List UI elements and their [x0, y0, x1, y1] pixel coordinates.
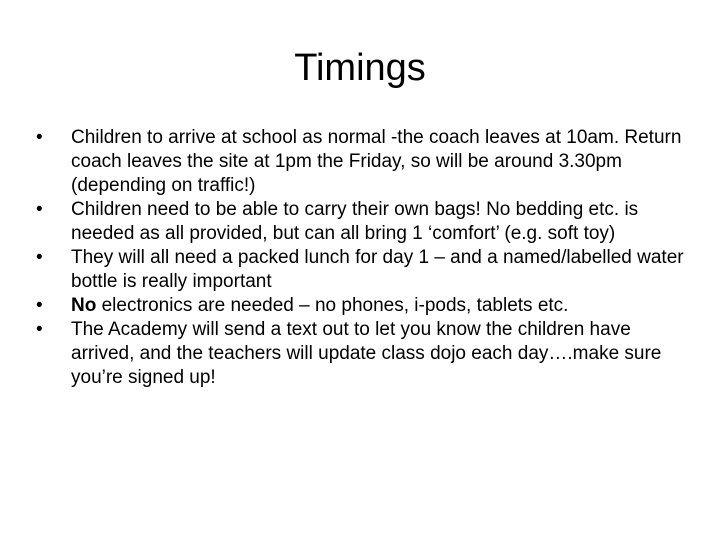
- bullet-icon: •: [36, 127, 43, 148]
- bullet-icon: •: [36, 295, 43, 316]
- bullet-text: electronics are needed – no phones, i-pods, tablets etc.: [96, 295, 569, 316]
- bullet-icon: •: [36, 319, 43, 340]
- bullet-bold-text: No: [71, 295, 97, 316]
- bullet-text: Children to arrive at school as normal -the coach leaves at 10am. Return coach leaves the site at 1pm the Friday, so will be around 3.30pm (depending on traffic!): [71, 127, 682, 196]
- bullet-icon: •: [36, 199, 43, 220]
- bullet-item: [36, 318, 686, 390]
- bullet-text: The Academy will send a text out to let you know the children have arrived, and the teachers will update class dojo each day….make sure you’re signed up!: [71, 319, 662, 388]
- bullet-item: [36, 198, 686, 246]
- bullet-item: [36, 246, 686, 294]
- bullet-list: [36, 126, 686, 390]
- bullet-text: They will all need a packed lunch for day 1 – and a named/labelled water bottle is really important: [71, 247, 684, 292]
- bullet-item: [36, 126, 686, 198]
- slide-title: Timings: [294, 47, 426, 89]
- bullet-icon: •: [36, 247, 43, 268]
- bullet-text: Children need to be able to carry their own bags! No bedding etc. is needed as all provided, but can all bring 1 ‘comfort’ (e.g. soft toy): [71, 199, 639, 244]
- bullet-item: [36, 294, 686, 318]
